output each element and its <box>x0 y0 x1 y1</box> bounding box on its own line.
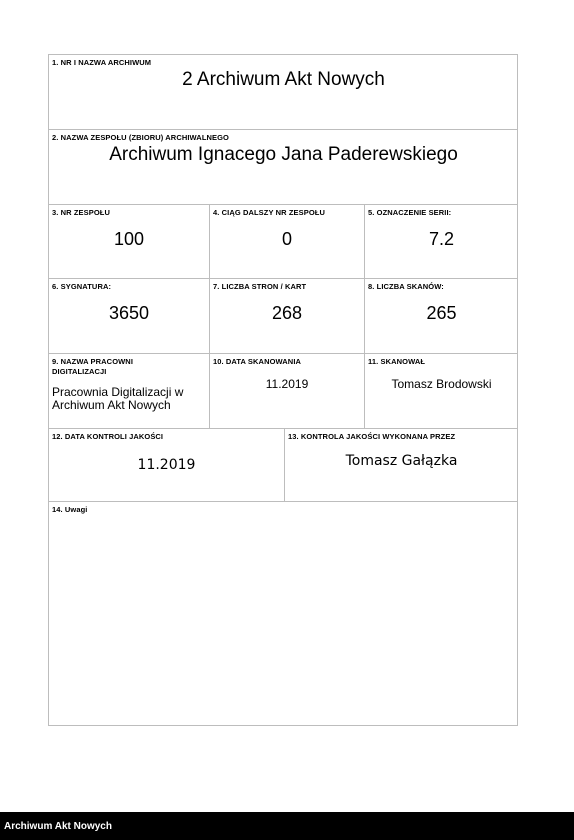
scan-count-cell <box>365 279 518 354</box>
scan-date-cell <box>210 354 365 429</box>
series-cell <box>365 205 518 279</box>
fonds-number-label: 3. NR ZESPOŁU <box>52 208 110 217</box>
scan-count-value: 265 <box>426 303 457 323</box>
workshop-label-line2: DIGITALIZACJI <box>52 367 107 376</box>
page-count-label: 7. LICZBA STRON / KART <box>213 282 307 291</box>
workshop-cell <box>49 354 210 429</box>
workshop-value-line1: Pracownia Digitalizacji w <box>52 385 184 399</box>
qc-date-cell <box>49 429 285 502</box>
fonds-continuation-value: 0 <box>281 229 292 249</box>
fonds-continuation-label: 4. CIĄG DALSZY NR ZESPOŁU <box>213 208 325 217</box>
archive-name-label: 1. NR I NAZWA ARCHIWUM <box>52 58 152 67</box>
workshop-value <box>52 386 209 412</box>
fonds-name-label: 2. NAZWA ZESPOŁU (ZBIORU) ARCHIWALNEGO <box>52 133 229 142</box>
scanned-by-label: 11. SKANOWAŁ <box>368 357 426 366</box>
remarks-label: 14. Uwagi <box>52 505 88 514</box>
fonds-number-value: 100 <box>113 229 145 249</box>
scanned-by-value: Tomasz Brodowski <box>391 377 492 391</box>
fonds-continuation-cell <box>210 205 365 279</box>
page-count-cell <box>210 279 365 354</box>
signature-value: 3650 <box>108 303 150 323</box>
workshop-label-line1: 9. NAZWA PRACOWNI <box>52 357 134 366</box>
series-value: 7.2 <box>428 229 455 249</box>
series-label: 5. OZNACZENIE SERII: <box>368 208 452 217</box>
scanned-by-cell <box>365 354 518 429</box>
scan-date-value: 11.2019 <box>265 377 309 391</box>
workshop-value-line2: Archiwum Akt Nowych <box>52 398 171 412</box>
footer-text: Archiwum Akt Nowych <box>4 821 112 832</box>
fonds-number-cell <box>49 205 210 279</box>
scan-metadata-form <box>48 54 518 726</box>
remarks-cell <box>49 502 518 726</box>
signature-label: 6. SYGNATURA: <box>52 282 112 291</box>
qc-date-label: 12. DATA KONTROLI JAKOŚCI <box>52 432 164 441</box>
scan-date-label: 10. DATA SKANOWANIA <box>213 357 302 366</box>
scan-count-label: 8. LICZBA SKANÓW: <box>368 282 444 291</box>
qc-by-label: 13. KONTROLA JAKOŚCI WYKONANA PRZEZ <box>288 432 456 441</box>
qc-by-cell <box>285 429 518 502</box>
page-count-value: 268 <box>271 303 303 323</box>
archive-name-value: 2 Archiwum Akt Nowych <box>182 69 385 90</box>
qc-date-value: 11.2019 <box>137 457 196 473</box>
qc-by-value: Tomasz Gałązka <box>345 453 458 469</box>
footer-bar <box>0 812 574 840</box>
fonds-name-cell <box>49 130 518 205</box>
fonds-name-value: Archiwum Ignacego Jana Paderewskiego <box>109 144 458 165</box>
workshop-label <box>52 357 133 377</box>
archive-name-cell <box>49 55 518 130</box>
signature-cell <box>49 279 210 354</box>
